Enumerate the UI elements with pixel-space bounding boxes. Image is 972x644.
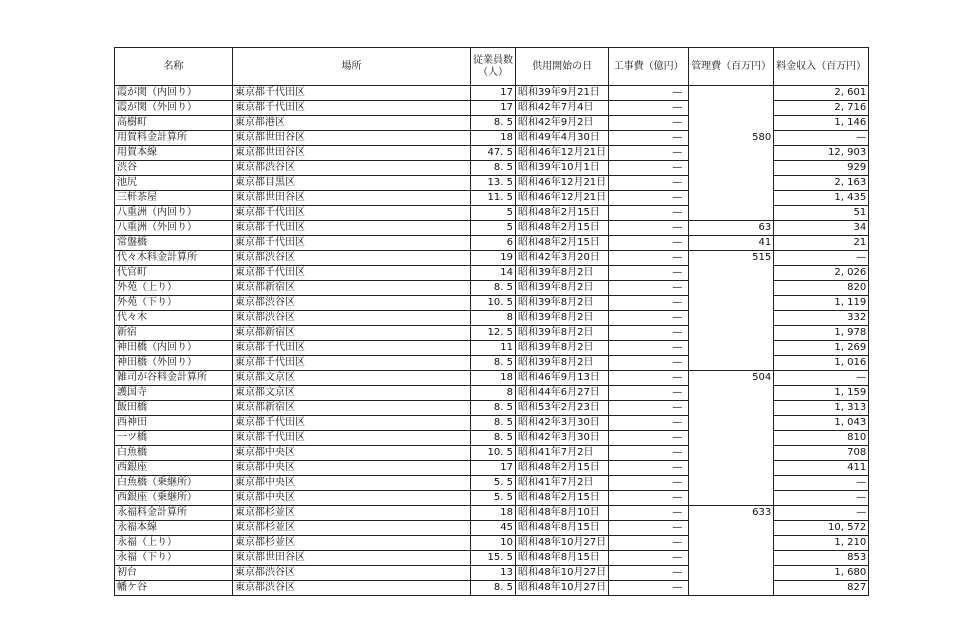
cell-location: 東京都杉並区 [233,536,471,551]
cell-management-cost [689,431,774,446]
cell-start-date: 昭和41年7月2日 [516,446,609,461]
cell-start-date: 昭和41年7月2日 [516,476,609,491]
cell-name: 代官町 [115,266,233,281]
cell-name: 雑司が谷料金計算所 [115,371,233,386]
cell-management-cost [689,461,774,476]
header-toll-revenue: 料金収入（百万円） [774,48,869,86]
cell-employees: 11. 5 [471,191,516,206]
cell-toll-revenue: 12, 903 [774,146,869,161]
cell-start-date: 昭和39年10月1日 [516,161,609,176]
cell-employees: 8. 5 [471,281,516,296]
cell-construction-cost: — [609,326,689,341]
cell-name: 新宿 [115,326,233,341]
cell-location: 東京都中央区 [233,461,471,476]
cell-location: 東京都千代田区 [233,221,471,236]
cell-employees: 17 [471,86,516,101]
table-row [115,401,869,416]
cell-start-date: 昭和44年6月27日 [516,386,609,401]
cell-location: 東京都千代田区 [233,416,471,431]
cell-toll-revenue: 929 [774,161,869,176]
cell-employees: 5. 5 [471,476,516,491]
cell-name: 用賀本線 [115,146,233,161]
cell-management-cost: 63 [689,221,774,236]
cell-name: 八重洲（内回り） [115,206,233,221]
cell-toll-revenue: 1, 680 [774,566,869,581]
cell-name: 神田橋（内回り） [115,341,233,356]
cell-name: 一ツ橋 [115,431,233,446]
cell-name: 護国寺 [115,386,233,401]
table-row [115,296,869,311]
cell-toll-revenue: 1, 043 [774,416,869,431]
cell-employees: 5. 5 [471,491,516,506]
cell-location: 東京都新宿区 [233,326,471,341]
cell-name: 永福（上り） [115,536,233,551]
cell-construction-cost: — [609,506,689,521]
table-row [115,161,869,176]
cell-toll-revenue: — [774,491,869,506]
cell-toll-revenue: 2, 716 [774,101,869,116]
cell-construction-cost: — [609,206,689,221]
cell-management-cost [689,551,774,566]
cell-name: 西銀座（乗継所） [115,491,233,506]
cell-construction-cost: — [609,86,689,101]
table-row [115,491,869,506]
cell-location: 東京都千代田区 [233,266,471,281]
cell-management-cost [689,446,774,461]
cell-toll-revenue: 51 [774,206,869,221]
cell-employees: 6 [471,236,516,251]
cell-employees: 14 [471,266,516,281]
cell-location: 東京都新宿区 [233,401,471,416]
cell-employees: 47. 5 [471,146,516,161]
cell-location: 東京都千代田区 [233,206,471,221]
cell-location: 東京都新宿区 [233,281,471,296]
table-row [115,221,869,236]
cell-management-cost [689,521,774,536]
cell-management-cost [689,161,774,176]
cell-name: 八重洲（外回り） [115,221,233,236]
cell-employees: 18 [471,506,516,521]
cell-location: 東京都杉並区 [233,521,471,536]
cell-name: 三軒茶屋 [115,191,233,206]
table-row [115,461,869,476]
cell-location: 東京都渋谷区 [233,566,471,581]
cell-employees: 5 [471,221,516,236]
cell-construction-cost: — [609,101,689,116]
cell-management-cost [689,296,774,311]
cell-construction-cost: — [609,371,689,386]
cell-employees: 8. 5 [471,401,516,416]
table-row [115,281,869,296]
table-row [115,86,869,101]
table-row [115,236,869,251]
cell-construction-cost: — [609,416,689,431]
cell-toll-revenue: 1, 119 [774,296,869,311]
cell-location: 東京都中央区 [233,491,471,506]
cell-construction-cost: — [609,281,689,296]
cell-location: 東京都目黒区 [233,176,471,191]
cell-employees: 10. 5 [471,296,516,311]
cell-name: 永福料金計算所 [115,506,233,521]
cell-construction-cost: — [609,221,689,236]
cell-management-cost: 580 [689,131,774,146]
cell-name: 高樹町 [115,116,233,131]
cell-start-date: 昭和48年8月10日 [516,506,609,521]
cell-construction-cost: — [609,236,689,251]
cell-start-date: 昭和48年10月27日 [516,581,609,596]
table-row [115,251,869,266]
cell-start-date: 昭和46年12月21日 [516,176,609,191]
table-row [115,506,869,521]
cell-toll-revenue: 1, 435 [774,191,869,206]
cell-location: 東京都文京区 [233,386,471,401]
cell-toll-revenue: 1, 159 [774,386,869,401]
cell-location: 東京都千代田区 [233,431,471,446]
table-row [115,146,869,161]
cell-toll-revenue: 1, 978 [774,326,869,341]
cell-employees: 8. 5 [471,581,516,596]
cell-employees: 10. 5 [471,446,516,461]
cell-toll-revenue: 810 [774,431,869,446]
cell-name: 永福（下り） [115,551,233,566]
cell-management-cost [689,101,774,116]
cell-construction-cost: — [609,191,689,206]
cell-construction-cost: — [609,386,689,401]
table-row [115,386,869,401]
cell-toll-revenue: 21 [774,236,869,251]
cell-construction-cost: — [609,311,689,326]
cell-start-date: 昭和46年12月21日 [516,146,609,161]
cell-toll-revenue: — [774,251,869,266]
header-start-date: 供用開始の日 [516,48,609,86]
table-row [115,416,869,431]
cell-management-cost [689,326,774,341]
cell-name: 霞が関（内回り） [115,86,233,101]
cell-management-cost [689,146,774,161]
cell-toll-revenue: 1, 016 [774,356,869,371]
cell-employees: 17 [471,461,516,476]
cell-start-date: 昭和42年7月4日 [516,101,609,116]
cell-start-date: 昭和39年9月21日 [516,86,609,101]
cell-location: 東京都千代田区 [233,356,471,371]
cell-start-date: 昭和39年8月2日 [516,356,609,371]
cell-employees: 13 [471,566,516,581]
cell-name: 代々木料金計算所 [115,251,233,266]
cell-start-date: 昭和42年3月30日 [516,431,609,446]
cell-name: 西神田 [115,416,233,431]
cell-location: 東京都世田谷区 [233,146,471,161]
table-row [115,206,869,221]
cell-employees: 45 [471,521,516,536]
cell-start-date: 昭和49年4月30日 [516,131,609,146]
cell-start-date: 昭和48年8月15日 [516,551,609,566]
table-body [115,86,869,596]
cell-start-date: 昭和46年12月21日 [516,191,609,206]
cell-toll-revenue: 10, 572 [774,521,869,536]
cell-construction-cost: — [609,581,689,596]
cell-location: 東京都渋谷区 [233,251,471,266]
cell-construction-cost: — [609,431,689,446]
cell-employees: 8. 5 [471,161,516,176]
cell-toll-revenue: 411 [774,461,869,476]
cell-start-date: 昭和39年8月2日 [516,281,609,296]
cell-management-cost [689,476,774,491]
cell-employees: 10 [471,536,516,551]
header-employees-line2: （人） [478,66,508,78]
cell-construction-cost: — [609,356,689,371]
cell-management-cost [689,536,774,551]
cell-start-date: 昭和42年9月2日 [516,116,609,131]
cell-management-cost: 504 [689,371,774,386]
cell-location: 東京都渋谷区 [233,311,471,326]
cell-construction-cost: — [609,266,689,281]
cell-management-cost [689,311,774,326]
table-row [115,131,869,146]
cell-location: 東京都中央区 [233,446,471,461]
table-row [115,341,869,356]
cell-toll-revenue: 34 [774,221,869,236]
cell-construction-cost: — [609,491,689,506]
cell-name: 常盤橋 [115,236,233,251]
cell-construction-cost: — [609,461,689,476]
cell-location: 東京都千代田区 [233,236,471,251]
cell-construction-cost: — [609,296,689,311]
cell-location: 東京都世田谷区 [233,131,471,146]
cell-management-cost [689,191,774,206]
cell-construction-cost: — [609,176,689,191]
cell-employees: 8. 5 [471,116,516,131]
cell-start-date: 昭和39年8月2日 [516,296,609,311]
cell-start-date: 昭和48年10月27日 [516,566,609,581]
cell-start-date: 昭和48年2月15日 [516,236,609,251]
cell-start-date: 昭和39年8月2日 [516,311,609,326]
header-employees [471,48,516,86]
cell-construction-cost: — [609,161,689,176]
cell-start-date: 昭和39年8月2日 [516,326,609,341]
cell-name: 白魚橋（乗継所） [115,476,233,491]
cell-construction-cost: — [609,446,689,461]
table-row [115,266,869,281]
cell-employees: 11 [471,341,516,356]
table-row [115,431,869,446]
cell-start-date: 昭和48年2月15日 [516,491,609,506]
cell-management-cost [689,386,774,401]
cell-name: 用賀料金計算所 [115,131,233,146]
cell-start-date: 昭和39年8月2日 [516,341,609,356]
cell-employees: 12. 5 [471,326,516,341]
cell-management-cost: 515 [689,251,774,266]
table-header-row [115,48,869,86]
cell-construction-cost: — [609,551,689,566]
cell-management-cost [689,581,774,596]
cell-construction-cost: — [609,146,689,161]
cell-management-cost [689,176,774,191]
cell-employees: 18 [471,131,516,146]
cell-start-date: 昭和48年2月15日 [516,221,609,236]
cell-location: 東京都世田谷区 [233,191,471,206]
table-row [115,476,869,491]
table-row [115,176,869,191]
cell-management-cost: 633 [689,506,774,521]
cell-construction-cost: — [609,566,689,581]
cell-name: 外苑（上り） [115,281,233,296]
cell-name: 外苑（下り） [115,296,233,311]
cell-employees: 13. 5 [471,176,516,191]
cell-management-cost [689,566,774,581]
cell-construction-cost: — [609,131,689,146]
cell-name: 飯田橋 [115,401,233,416]
cell-name: 初台 [115,566,233,581]
table-row [115,116,869,131]
header-management-cost: 管理費（百万円） [689,48,774,86]
cell-employees: 15. 5 [471,551,516,566]
cell-name: 西銀座 [115,461,233,476]
cell-employees: 18 [471,371,516,386]
cell-management-cost [689,401,774,416]
cell-name: 霞が関（外回り） [115,101,233,116]
cell-management-cost [689,206,774,221]
cell-management-cost [689,281,774,296]
cell-name: 白魚橋 [115,446,233,461]
cell-construction-cost: — [609,251,689,266]
cell-toll-revenue: — [774,506,869,521]
cell-construction-cost: — [609,536,689,551]
cell-location: 東京都千代田区 [233,101,471,116]
cell-toll-revenue: 820 [774,281,869,296]
cell-location: 東京都渋谷区 [233,161,471,176]
table-row [115,101,869,116]
cell-name: 渋谷 [115,161,233,176]
cell-name: 代々木 [115,311,233,326]
cell-toll-revenue: 2, 026 [774,266,869,281]
cell-construction-cost: — [609,476,689,491]
cell-start-date: 昭和42年3月30日 [516,416,609,431]
cell-toll-revenue: 1, 210 [774,536,869,551]
cell-employees: 8. 5 [471,416,516,431]
header-location: 場所 [233,48,471,86]
cell-name: 池尻 [115,176,233,191]
table-row [115,566,869,581]
cell-management-cost: 41 [689,236,774,251]
cell-location: 東京都千代田区 [233,86,471,101]
cell-toll-revenue: — [774,371,869,386]
cell-employees: 5 [471,206,516,221]
cell-management-cost [689,356,774,371]
table-row [115,536,869,551]
cell-name: 幡ケ谷 [115,581,233,596]
cell-management-cost [689,266,774,281]
cell-management-cost [689,341,774,356]
cell-location: 東京都杉並区 [233,506,471,521]
table-row [115,191,869,206]
table-row [115,446,869,461]
cell-toll-revenue: 332 [774,311,869,326]
cell-toll-revenue: 827 [774,581,869,596]
cell-name: 永福本線 [115,521,233,536]
cell-employees: 8. 5 [471,431,516,446]
cell-management-cost [689,491,774,506]
table-row [115,371,869,386]
cell-location: 東京都文京区 [233,371,471,386]
table-row [115,311,869,326]
cell-start-date: 昭和48年2月15日 [516,461,609,476]
cell-toll-revenue: 1, 269 [774,341,869,356]
cell-management-cost [689,86,774,101]
cell-employees: 8. 5 [471,356,516,371]
cell-toll-revenue: — [774,131,869,146]
table-row [115,356,869,371]
header-construction-cost: 工事費（億円） [609,48,689,86]
cell-construction-cost: — [609,521,689,536]
cell-start-date: 昭和42年3月20日 [516,251,609,266]
cell-toll-revenue: 2, 601 [774,86,869,101]
table-row [115,521,869,536]
cell-employees: 19 [471,251,516,266]
cell-management-cost [689,116,774,131]
cell-location: 東京都渋谷区 [233,581,471,596]
table-row [115,326,869,341]
cell-start-date: 昭和48年2月15日 [516,206,609,221]
header-name: 名称 [115,48,233,86]
cell-toll-revenue: 708 [774,446,869,461]
cell-location: 東京都港区 [233,116,471,131]
cell-location: 東京都千代田区 [233,341,471,356]
header-employees-line1: 従業員数 [473,54,513,66]
cell-toll-revenue: 1, 146 [774,116,869,131]
cell-management-cost [689,416,774,431]
cell-toll-revenue: 2, 163 [774,176,869,191]
cell-start-date: 昭和46年9月13日 [516,371,609,386]
toll-facility-table [114,47,869,596]
cell-employees: 8 [471,311,516,326]
cell-location: 東京都中央区 [233,476,471,491]
cell-toll-revenue: 853 [774,551,869,566]
table-row [115,581,869,596]
cell-name: 神田橋（外回り） [115,356,233,371]
cell-construction-cost: — [609,116,689,131]
cell-construction-cost: — [609,341,689,356]
cell-start-date: 昭和39年8月2日 [516,266,609,281]
cell-toll-revenue: — [774,476,869,491]
table-row [115,551,869,566]
cell-employees: 17 [471,101,516,116]
cell-start-date: 昭和53年2月23日 [516,401,609,416]
cell-start-date: 昭和48年10月27日 [516,536,609,551]
cell-start-date: 昭和48年8月15日 [516,521,609,536]
cell-location: 東京都世田谷区 [233,551,471,566]
cell-employees: 8 [471,386,516,401]
cell-construction-cost: — [609,401,689,416]
cell-toll-revenue: 1, 313 [774,401,869,416]
cell-location: 東京都渋谷区 [233,296,471,311]
